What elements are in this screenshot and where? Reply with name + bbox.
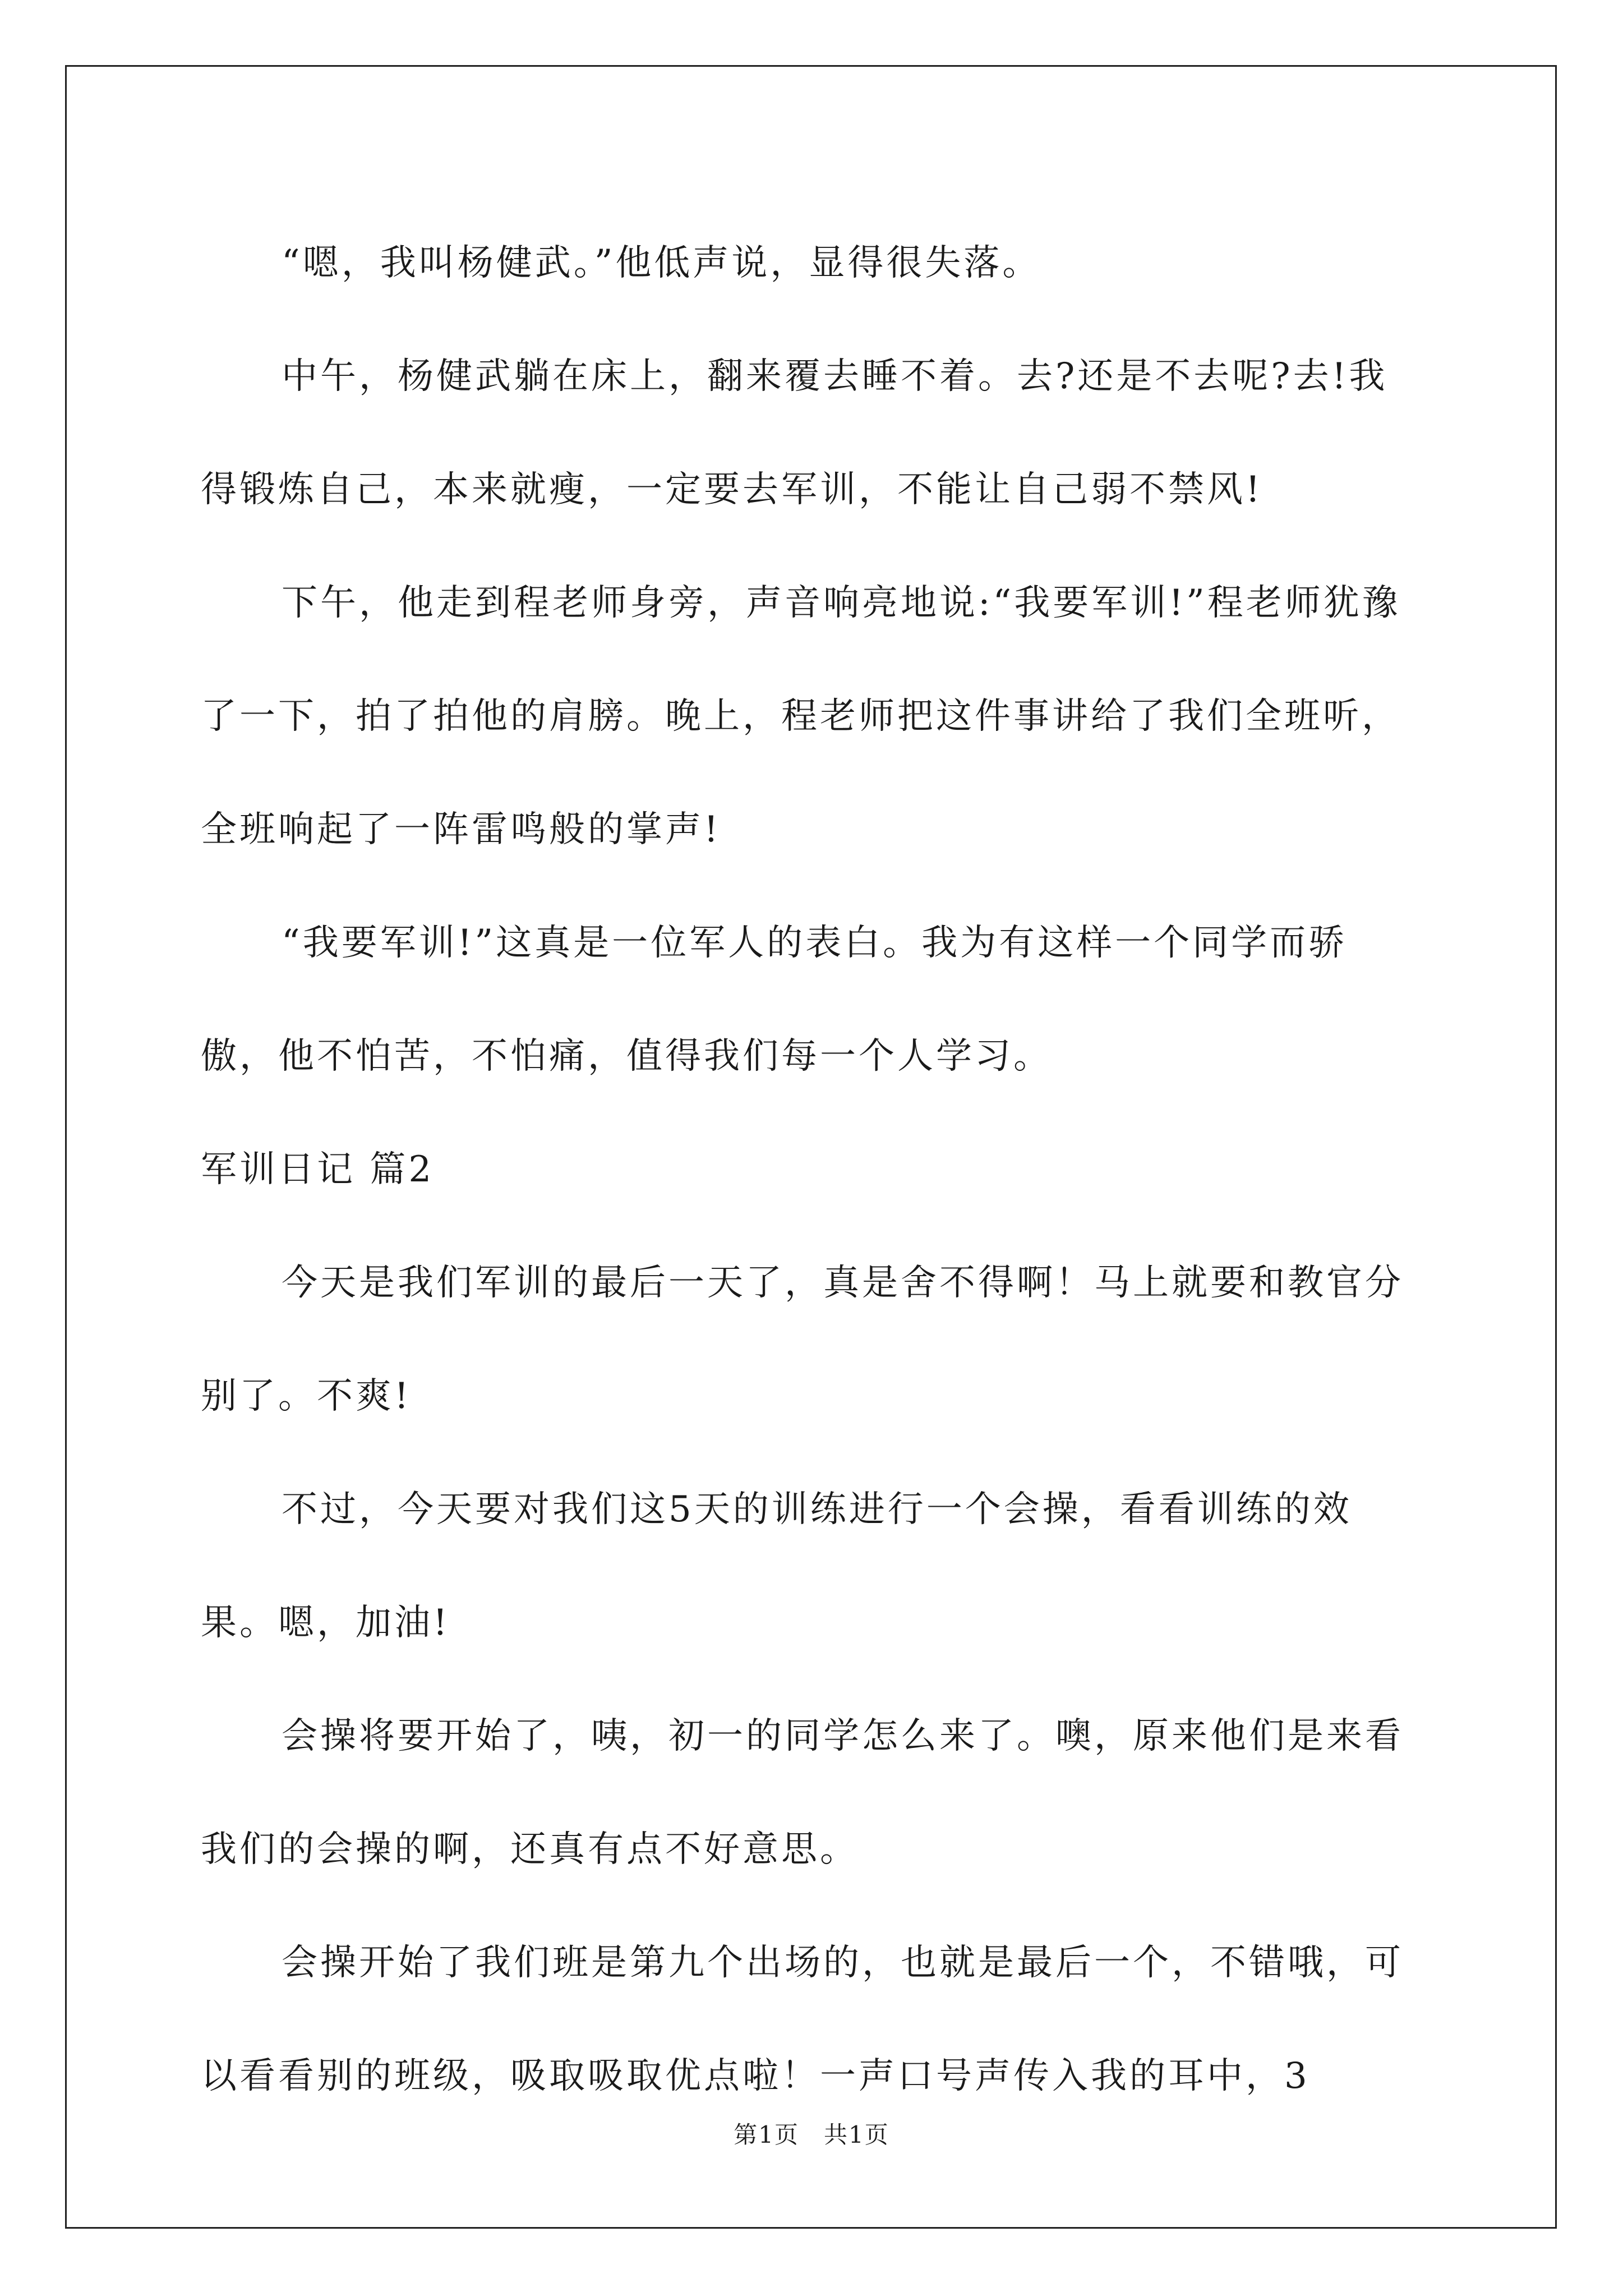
paragraph-4: “我要军训!”这真是一位军人的表白。我为有这样一个同学而骄傲，他不怕苦，不怕痛，值得我们每一个人学习。 (201, 922, 1348, 1077)
document-body (201, 206, 1423, 2133)
paragraph-1: “嗯，我叫杨健武。”他低声说，显得很失落。 (282, 242, 1041, 284)
paragraph-7: 会操将要开始了，咦，初一的同学怎么来了。噢，原来他们是来看我们的会操的啊，还真有点不好意思。 (201, 1715, 1404, 1870)
paragraph-5: 今天是我们军训的最后一天了，真是舍不得啊！马上就要和教官分别了。不爽! (201, 1262, 1404, 1417)
paragraph-8: 会操开始了我们班是第九个出场的，也就是最后一个，不错哦，可以看看别的班级，吸取吸取优点啦！一声口号声传入我的耳中，3 (201, 1942, 1404, 2097)
paragraph-3: 下午，他走到程老师身旁，声音响亮地说:“我要军训!”程老师犹豫了一下，拍了拍他的肩膀。晚上，程老师把这件事讲给了我们全班听，全班响起了一阵雷鸣般的掌声! (201, 582, 1401, 850)
paragraph-6: 不过，今天要对我们这5天的训练进行一个会操，看看训练的效果。嗯，加油! (201, 1489, 1352, 1644)
page-footer: 第1页 共1页 (734, 2121, 889, 2148)
paragraph-2: 中午，杨健武躺在床上，翻来覆去睡不着。去?还是不去呢?去!我得锻炼自己，本来就瘦，一定要去军训，不能让自己弱不禁风! (201, 356, 1388, 510)
section-heading: 军训日记 篇2 (201, 1149, 435, 1190)
